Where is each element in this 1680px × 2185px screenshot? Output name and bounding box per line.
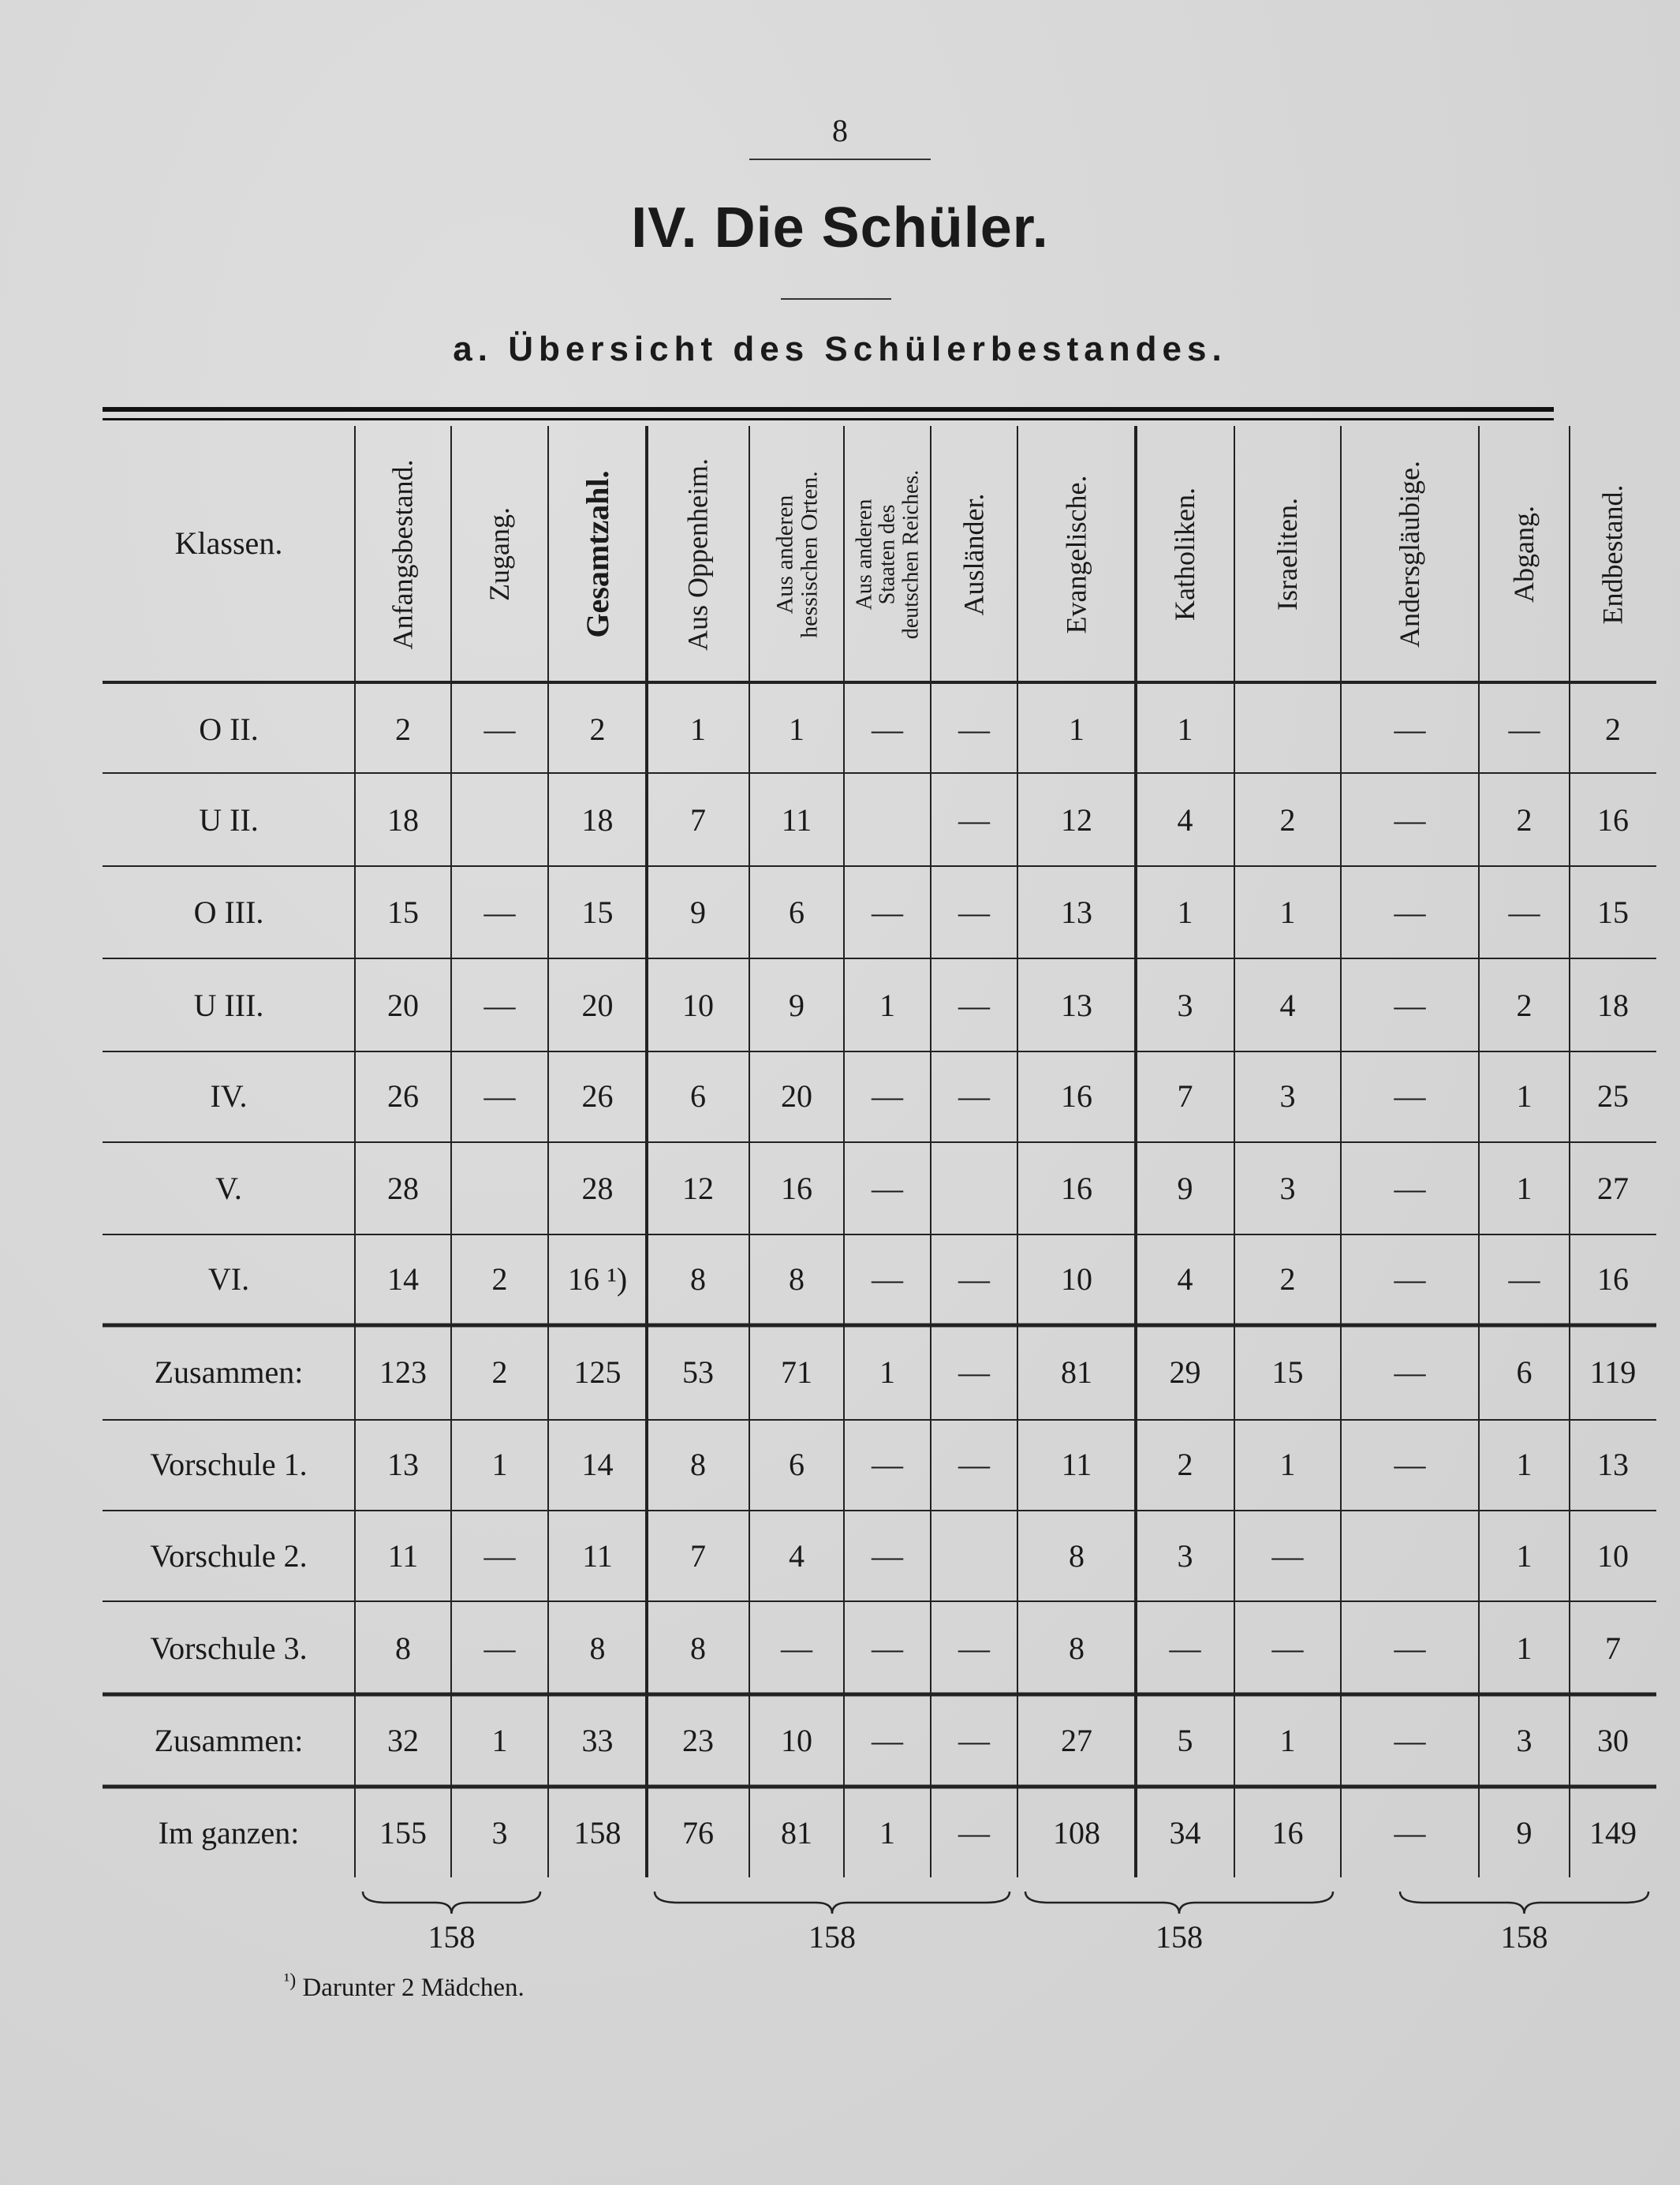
table-cell: — <box>483 1538 516 1574</box>
table-cell: 11 <box>1061 1447 1092 1482</box>
row-label: O III. <box>193 895 264 930</box>
table-cell: 6 <box>789 895 805 930</box>
row-label: Vorschule 3. <box>150 1630 308 1666</box>
table-cell: 1 <box>1516 1171 1533 1206</box>
table-cell: 155 <box>379 1815 427 1851</box>
table-cell: 11 <box>582 1538 613 1574</box>
table-cell: — <box>1394 895 1426 930</box>
table-cell: — <box>483 1630 516 1666</box>
table-cell: 1 <box>879 1815 895 1851</box>
total-brace <box>1400 1892 1648 1914</box>
total-brace <box>655 1892 1010 1914</box>
table-cell: 27 <box>1061 1723 1092 1758</box>
table-cell: — <box>1394 988 1426 1023</box>
table-cell: 15 <box>1271 1354 1304 1390</box>
table-cell: 7 <box>1177 1078 1193 1114</box>
table-cell: 1 <box>1516 1447 1533 1482</box>
group-total: 158 <box>427 1919 476 1955</box>
table-cell: 15 <box>581 895 614 930</box>
table-cell: 1 <box>1279 895 1296 930</box>
table-cell: — <box>1394 1078 1426 1114</box>
table-cell: 15 <box>387 895 419 930</box>
table-cell: — <box>872 712 903 747</box>
table-cell: 2 <box>1279 802 1296 838</box>
table-cell: — <box>958 802 990 838</box>
table-cell: — <box>483 988 516 1023</box>
table-cell: — <box>1508 1261 1540 1297</box>
table-cell: 119 <box>1589 1354 1637 1390</box>
table-cell: 2 <box>491 1261 508 1297</box>
group-total: 158 <box>808 1919 856 1955</box>
row-label: V. <box>215 1171 242 1206</box>
table-cell: 10 <box>682 988 714 1023</box>
table-cell: — <box>1169 1630 1201 1666</box>
table-cell: — <box>958 1723 990 1758</box>
table-cell: — <box>872 1171 903 1206</box>
column-header: Katholiken. <box>1168 487 1200 621</box>
table-cell: 26 <box>581 1078 614 1114</box>
table-cell: — <box>958 1815 990 1851</box>
table-cell: 11 <box>781 802 812 838</box>
table-cell: 4 <box>1177 802 1193 838</box>
section-subtitle: a. Übersicht des Schülerbestandes. <box>453 330 1227 368</box>
table-cell: 8 <box>589 1630 606 1666</box>
table-cell: — <box>872 1447 903 1482</box>
table-cell: 28 <box>581 1171 614 1206</box>
table-cell: 9 <box>1177 1171 1193 1206</box>
group-total: 158 <box>1155 1919 1203 1955</box>
column-header: Abgang. <box>1507 506 1540 603</box>
table-cell: — <box>872 895 903 930</box>
table-cell: 8 <box>1069 1630 1085 1666</box>
column-header: Anfangsbestand. <box>386 459 419 649</box>
table-cell: 1 <box>1516 1630 1533 1666</box>
table-cell: 81 <box>1061 1354 1092 1390</box>
section-title: IV. Die Schüler. <box>631 196 1049 260</box>
table-cell: 1 <box>1279 1723 1296 1758</box>
table-cell: — <box>781 1630 812 1666</box>
table-cell: 6 <box>789 1447 805 1482</box>
table-cell: 16 <box>1271 1815 1304 1851</box>
table-cell: — <box>1508 712 1540 747</box>
table-cell: 2 <box>1516 988 1533 1023</box>
column-header: Andersgläubige. <box>1393 461 1425 648</box>
table-cell: 3 <box>491 1815 508 1851</box>
table-cell: 14 <box>387 1261 419 1297</box>
table-cell: 4 <box>1279 988 1296 1023</box>
table-cell: — <box>1394 1354 1426 1390</box>
row-label: VI. <box>207 1261 250 1297</box>
total-brace <box>1025 1892 1333 1914</box>
table-cell: 10 <box>1061 1261 1092 1297</box>
table-cell: 16 <box>1061 1171 1092 1206</box>
table-cell: 10 <box>781 1723 812 1758</box>
table-cell: 3 <box>1279 1171 1296 1206</box>
row-label: Im ganzen: <box>158 1815 300 1851</box>
table-cell: 7 <box>690 1538 706 1574</box>
table-cell: — <box>1394 1630 1426 1666</box>
table-cell: 9 <box>789 988 805 1023</box>
table-cell: — <box>483 1078 516 1114</box>
table-cell: — <box>1394 1815 1426 1851</box>
table-cell: 1 <box>1069 712 1085 747</box>
table-cell: 8 <box>690 1261 706 1297</box>
table-cell: 2 <box>491 1354 508 1390</box>
table-cell: 16 <box>1597 1261 1629 1297</box>
table-cell: — <box>958 895 990 930</box>
table-cell: 18 <box>1597 988 1629 1023</box>
row-label: Vorschule 1. <box>150 1447 308 1482</box>
table-cell: — <box>1394 802 1426 838</box>
table-cell: — <box>1271 1630 1304 1666</box>
table-cell: 12 <box>1061 802 1092 838</box>
table-cell: 14 <box>581 1447 614 1482</box>
footnote-mark: ¹) <box>284 1970 297 1991</box>
table-cell: 1 <box>1177 712 1193 747</box>
table-cell: 33 <box>581 1723 614 1758</box>
table-cell: 27 <box>1597 1171 1629 1206</box>
table-cell: 30 <box>1597 1723 1629 1758</box>
table-cell: 32 <box>387 1723 419 1758</box>
table-cell: 1 <box>879 988 895 1023</box>
table-cell: 1 <box>1516 1078 1533 1114</box>
table-cell: — <box>1394 712 1426 747</box>
table-cell: 23 <box>682 1723 714 1758</box>
table-cell: 123 <box>379 1354 427 1390</box>
table-cell: — <box>872 1261 903 1297</box>
table-cell: — <box>958 988 990 1023</box>
table-cell: 16 <box>1061 1078 1092 1114</box>
table-cell: 11 <box>387 1538 419 1574</box>
table-cell: 4 <box>789 1538 805 1574</box>
table-cell: 29 <box>1169 1354 1201 1390</box>
column-header: Endbestand. <box>1596 484 1629 624</box>
row-label: Zusammen: <box>154 1354 304 1390</box>
table-cell: 15 <box>1597 895 1629 930</box>
table-cell: 16 <box>1597 802 1629 838</box>
table-cell: 13 <box>387 1447 419 1482</box>
table-cell: 2 <box>589 712 606 747</box>
table-cell: — <box>483 712 516 747</box>
table-cell: — <box>872 1723 903 1758</box>
column-header: Israeliten. <box>1271 498 1303 611</box>
table-cell: 18 <box>581 802 614 838</box>
row-label: O II. <box>199 712 259 747</box>
column-header: Aus Oppenheim. <box>681 458 714 651</box>
column-header: Zugang. <box>483 507 515 601</box>
table-cell: 1 <box>1279 1447 1296 1482</box>
table-cell: 1 <box>491 1447 508 1482</box>
table-cell: 71 <box>781 1354 812 1390</box>
table-cell: — <box>958 1447 990 1482</box>
table-cell: 34 <box>1169 1815 1201 1851</box>
table-cell: 18 <box>387 802 419 838</box>
table-cell: 76 <box>682 1815 714 1851</box>
table-cell: 10 <box>1597 1538 1629 1574</box>
table-cell: 1 <box>1516 1538 1533 1574</box>
table-cell: 3 <box>1177 1538 1193 1574</box>
table-cell: — <box>483 895 516 930</box>
table-cell: — <box>1394 1171 1426 1206</box>
table-cell: 8 <box>690 1447 706 1482</box>
table-cell: 158 <box>573 1815 622 1851</box>
table-cell: 25 <box>1597 1078 1629 1114</box>
table-cell: — <box>1508 895 1540 930</box>
table-cell: 12 <box>682 1171 714 1206</box>
row-label: Zusammen: <box>154 1723 304 1758</box>
table-cell: 8 <box>690 1630 706 1666</box>
row-label: U II. <box>199 802 259 838</box>
table-cell: 2 <box>1177 1447 1193 1482</box>
table-cell: — <box>1394 1447 1426 1482</box>
table-cell: 1 <box>690 712 706 747</box>
table-cell: 1 <box>879 1354 895 1390</box>
column-header: Aus anderen hessischen Orten. <box>771 470 822 638</box>
table-cell: — <box>1271 1538 1304 1574</box>
table-cell: 53 <box>682 1354 714 1390</box>
table-cell: 1 <box>491 1723 508 1758</box>
table-cell: 20 <box>387 988 419 1023</box>
table-cell: 9 <box>1516 1815 1533 1851</box>
table-cell: 13 <box>1061 988 1092 1023</box>
table-cell: 81 <box>781 1815 812 1851</box>
footnote <box>284 1970 525 2003</box>
table-cell: 108 <box>1053 1815 1100 1851</box>
table-cell: — <box>872 1630 903 1666</box>
table-cell: 6 <box>1516 1354 1533 1390</box>
table-cell: 3 <box>1279 1078 1296 1114</box>
column-header: Ausländer. <box>958 493 990 615</box>
row-label: Vorschule 2. <box>150 1538 308 1574</box>
table-cell: 26 <box>387 1078 419 1114</box>
total-brace <box>363 1892 540 1914</box>
table-cell: 6 <box>690 1078 706 1114</box>
table-cell: 7 <box>1605 1630 1621 1666</box>
table-cell: — <box>958 1261 990 1297</box>
table-cell: 13 <box>1061 895 1092 930</box>
group-total: 158 <box>1500 1919 1548 1955</box>
table-cell: 3 <box>1177 988 1193 1023</box>
table-cell: 2 <box>1279 1261 1296 1297</box>
table-cell: 16 <box>781 1171 812 1206</box>
row-header: Klassen. <box>174 525 283 561</box>
table-cell: 2 <box>1516 802 1533 838</box>
table-cell: 5 <box>1177 1723 1193 1758</box>
table-cell: — <box>872 1538 903 1574</box>
table-cell: — <box>958 1630 990 1666</box>
table-cell: 13 <box>1597 1447 1629 1482</box>
table-cell: 2 <box>395 712 411 747</box>
table-cell: — <box>1394 1723 1426 1758</box>
table-cell: 9 <box>690 895 706 930</box>
table-cell: 2 <box>1605 712 1621 747</box>
table-cell: 8 <box>789 1261 805 1297</box>
table-cell: 20 <box>781 1078 812 1114</box>
column-header: Evangelische. <box>1060 475 1092 633</box>
row-label: IV. <box>210 1078 248 1114</box>
table-cell: — <box>958 1354 990 1390</box>
table-cell: 1 <box>1177 895 1193 930</box>
table-cell: 4 <box>1177 1261 1193 1297</box>
page-number: 8 <box>749 112 931 160</box>
table-cell: — <box>1394 1261 1426 1297</box>
table-cell: 149 <box>1589 1815 1637 1851</box>
table-cell: 20 <box>581 988 614 1023</box>
table-cell: — <box>958 1078 990 1114</box>
table-cell: 16 ¹) <box>567 1261 628 1297</box>
table-cell: 3 <box>1516 1723 1533 1758</box>
table-cell: 8 <box>1069 1538 1085 1574</box>
column-header: Gesamtzahl. <box>579 470 615 638</box>
table-cell: 7 <box>690 802 706 838</box>
table-cell: — <box>958 712 990 747</box>
column-header: Aus anderen Staaten des deutschen Reiches. <box>851 469 923 639</box>
table-cell: 1 <box>789 712 805 747</box>
table-cell: — <box>872 1078 903 1114</box>
row-label: U III. <box>193 988 264 1023</box>
footnote-text: Darunter 2 Mädchen. <box>302 1974 525 2002</box>
table-cell: 28 <box>387 1171 419 1206</box>
table-cell: 125 <box>573 1354 622 1390</box>
table-cell: 8 <box>395 1630 411 1666</box>
